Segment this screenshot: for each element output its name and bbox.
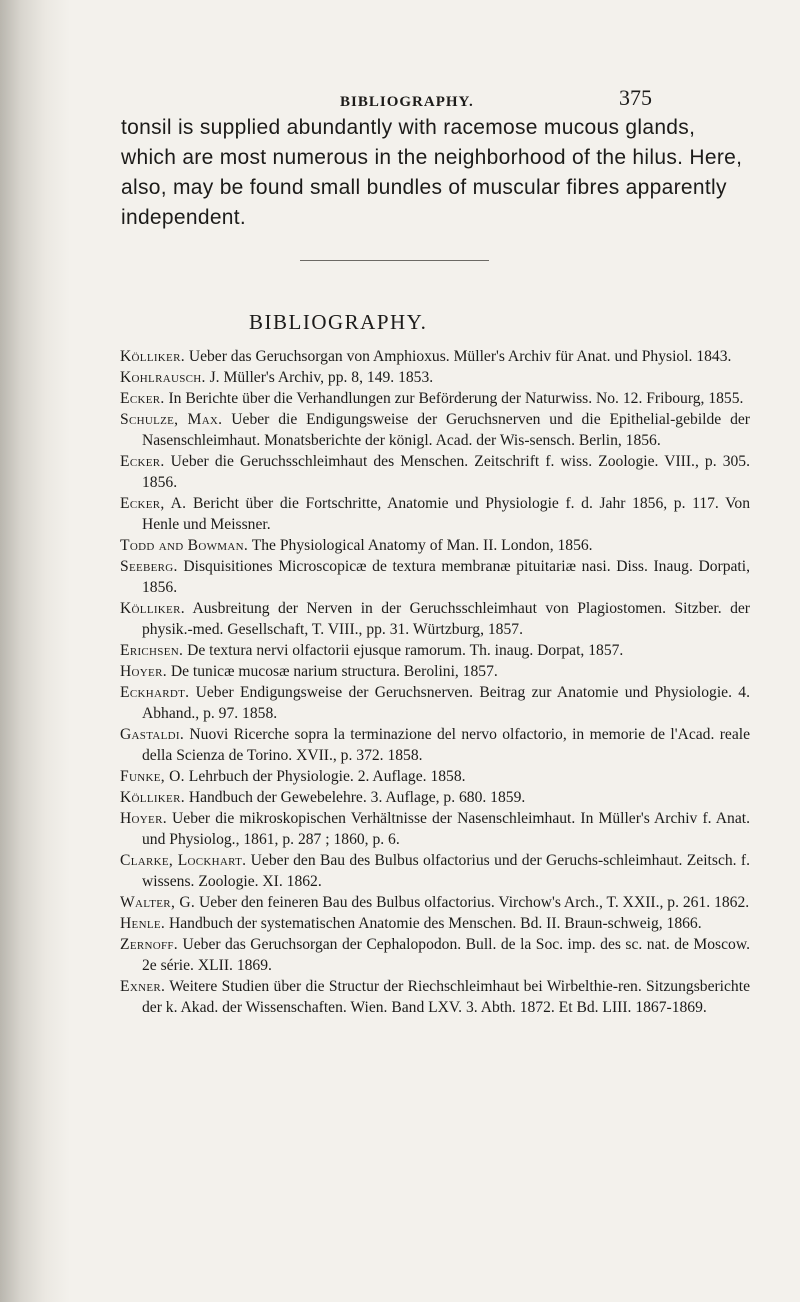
entry-author: Ecker.: [120, 453, 165, 470]
bibliography-entry: [120, 892, 750, 913]
entry-author: Walter, G.: [120, 894, 196, 911]
entry-text: Nuovi Ricerche sopra la terminazione del nervo olfactorio, in memorie de l'Acad. reale della Scienza de Torino. XVII., p. 372. 1858.: [142, 726, 750, 764]
entry-author: Hoyer.: [120, 663, 167, 680]
bibliography-entry: [120, 493, 750, 535]
entry-text: Ueber die mikroskopischen Verhältnisse der Nasenschleimhaut. In Müller's Archiv f. Anat. und Physiolog., 1861, p. 287 ; 1860, p. 6.: [142, 810, 750, 848]
entry-author: Ecker.: [120, 390, 165, 407]
entry-text: Handbuch der systematischen Anatomie des Menschen. Bd. II. Braun-schweig, 1866.: [168, 915, 702, 932]
bibliography-entry: [120, 661, 750, 682]
entry-text: The Physiological Anatomy of Man. II. London, 1856.: [251, 537, 593, 554]
bibliography-entry: [120, 367, 750, 388]
entry-text: Lehrbuch der Physiologie. 2. Auflage. 1858.: [188, 768, 466, 785]
bibliography-entry: [120, 913, 750, 934]
bibliography-entry: [120, 388, 750, 409]
section-divider: [300, 260, 489, 261]
entry-text: Ueber das Geruchsorgan der Cephalopodon. Bull. de la Soc. imp. des sc. nat. de Moscow. 2e série. XLII. 1869.: [142, 936, 750, 974]
bibliography-entry: [120, 976, 750, 1018]
intro-paragraph: [121, 113, 751, 233]
bibliography-entry: [120, 556, 750, 598]
bibliography-entry: [120, 640, 750, 661]
bibliography-entry: [120, 808, 750, 850]
entry-author: Erichsen.: [120, 642, 184, 659]
bibliography-heading: BIBLIOGRAPHY.: [249, 310, 428, 334]
entry-text: Ueber die Geruchsschleimhaut des Menschen. Zeitschrift f. wiss. Zoologie. VIII., p. 305. 1856.: [142, 453, 750, 491]
entry-text: Disquisitiones Microscopicæ de textura membranæ pituitariæ nasi. Diss. Inaug. Dorpati, 1856.: [142, 558, 750, 596]
entry-author: Schulze, Max.: [120, 411, 223, 428]
entry-text: J. Müller's Archiv, pp. 8, 149. 1853.: [209, 369, 434, 386]
bibliography-entry: [120, 535, 750, 556]
entry-author: Clarke, Lockhart.: [120, 852, 247, 869]
entry-author: Eckhardt.: [120, 684, 190, 701]
bibliography-entry: [120, 598, 750, 640]
entry-author: Henle.: [120, 915, 166, 932]
bibliography-entry: [120, 766, 750, 787]
entry-text: De textura nervi olfactorii ejusque ramorum. Th. inaug. Dorpat, 1857.: [187, 642, 624, 659]
entry-author: Gastaldi.: [120, 726, 185, 743]
bibliography-entry: [120, 724, 750, 766]
bibliography-entry: [120, 409, 750, 451]
entry-text: Ueber den Bau des Bulbus olfactorius und der Geruchs-schleimhaut. Zeitsch. f. wissens. Zoologie. XI. 1862.: [142, 852, 750, 890]
entry-author: Funke, O.: [120, 768, 185, 785]
bibliography-entry: [120, 850, 750, 892]
entry-text: Ueber Endigungsweise der Geruchsnerven. Beitrag zur Anatomie und Physiologie. 4. Abhand., p. 97. 1858.: [142, 684, 750, 722]
entry-text: Ausbreitung der Nerven in der Geruchsschleimhaut von Plagiostomen. Sitzber. der physik.-med. Gesellschaft, T. VIII., pp. 31. Würtzburg, 1857.: [142, 600, 750, 638]
entry-text: Weitere Studien über die Structur der Riechschleimhaut bei Wirbelthie-ren. Sitzungsberichte der k. Akad. der Wissenschaften. Wien. Band LXV. 3. Abth. 1872. Et Bd. LIII. 1867-1869.: [142, 978, 750, 1016]
bibliography-entry: [120, 787, 750, 808]
entry-author: Kölliker.: [120, 348, 185, 365]
intro-text: tonsil is supplied abundantly with racemose mucous glands, which are most numerous in the neighborhood of the hilus. Here, also, may be found small bundles of muscular fibres apparently independent.: [121, 116, 743, 229]
entry-author: Hoyer.: [120, 810, 167, 827]
entry-text: Ueber den feineren Bau des Bulbus olfactorius. Virchow's Arch., T. XXII., p. 261. 1862.: [199, 894, 750, 911]
entry-author: Ecker, A.: [120, 495, 187, 512]
entry-text: Ueber die Endigungsweise der Geruchsnerven und die Epithelial-gebilde der Nasenschleimhaut. Monatsberichte der königl. Acad. der Wis-sensch. Berlin, 1856.: [142, 411, 750, 449]
entry-author: Kölliker.: [120, 600, 185, 617]
page-number: 375: [619, 85, 652, 110]
entry-author: Exner.: [120, 978, 166, 995]
bibliography-list: [120, 346, 750, 1018]
entry-text: Ueber das Geruchsorgan von Amphioxus. Müller's Archiv für Anat. und Physiol. 1843.: [188, 348, 732, 365]
bibliography-entry: [120, 934, 750, 976]
entry-author: Kölliker.: [120, 789, 185, 806]
entry-text: In Berichte über die Verhandlungen zur Beförderung der Naturwiss. No. 12. Fribourg, 1855.: [168, 390, 744, 407]
entry-author: Zernoff.: [120, 936, 179, 953]
entry-text: De tunicæ mucosæ narium structura. Berolini, 1857.: [170, 663, 498, 680]
entry-text: Bericht über die Fortschritte, Anatomie und Physiologie f. d. Jahr 1856, p. 117. Von Henle und Meissner.: [142, 495, 750, 533]
bibliography-entry: [120, 346, 750, 367]
running-head: BIBLIOGRAPHY.: [340, 94, 474, 110]
bibliography-entry: [120, 451, 750, 493]
page-gutter-shadow: [0, 0, 70, 1302]
entry-author: Kohlrausch.: [120, 369, 206, 386]
entry-author: Seeberg.: [120, 558, 178, 575]
entry-author: Todd and Bowman.: [120, 537, 249, 554]
bibliography-entry: [120, 682, 750, 724]
entry-text: Handbuch der Gewebelehre. 3. Auflage, p. 680. 1859.: [188, 789, 526, 806]
